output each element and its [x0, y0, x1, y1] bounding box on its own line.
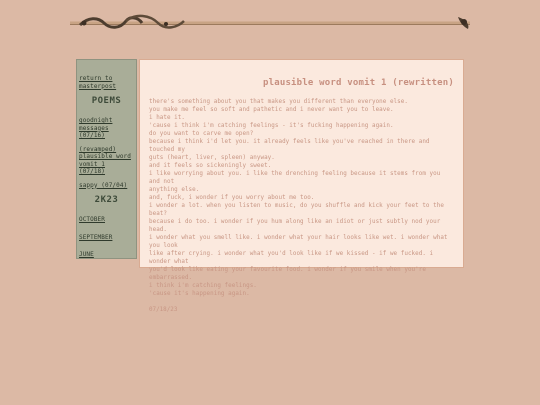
poem-link-sappy[interactable]: sappy (07/04): [79, 181, 128, 189]
poems-heading: POEMS: [91, 96, 122, 106]
post-line: i hate it.: [149, 115, 185, 121]
post-line: embarrassed.: [149, 275, 193, 281]
post-line: i like worrying about you. i like the drenching feeling because it stems from you and not: [149, 171, 441, 185]
post-line: you'd look like eating your favourite food. i wonder if you smile when you're: [149, 267, 426, 273]
month-link-june[interactable]: JUNE: [79, 251, 94, 258]
sidebar: [76, 59, 137, 259]
post-line: do you want to carve me open?: [149, 131, 254, 137]
post-line: i think i'm catching feelings.: [149, 283, 257, 289]
post-line: 'cause it's happening again.: [149, 291, 250, 297]
post-body: [149, 98, 454, 298]
post-line: because i do too. i wonder if you hum along like an idiot or just subtly nod your head.: [149, 219, 441, 233]
post-line: and it feels so sickeningly sweet.: [149, 163, 272, 169]
post-line: 'cause i think i'm catching feelings - it's fucking happening again.: [149, 123, 394, 129]
branch-decoration: [66, 9, 476, 35]
return-to-masterpost-link[interactable]: return to masterpost: [79, 75, 117, 90]
post-line: like after crying. i wonder what you'd look like if we kissed - if we fucked. i wonder what: [149, 251, 434, 265]
post-date: 07/18/23: [149, 307, 178, 313]
year-heading: 2K23: [94, 195, 119, 205]
post-title: plausible word vomit 1 (rewritten): [262, 78, 454, 88]
post-panel: [139, 59, 464, 313]
month-link-october[interactable]: OCTOBER: [79, 216, 105, 223]
post-line: you make me feel so soft and pathetic and i never want you to leave.: [149, 107, 394, 113]
post-line: there's something about you that makes you different than everyone else.: [149, 99, 408, 105]
poem-link-plausible-word-vomit[interactable]: (revamped) plausible word vomit 1 (07/18): [79, 145, 131, 175]
post-line: because i think i'd let you. it already feels like you've reached in there and touched my: [149, 139, 430, 153]
post-line: anything else.: [149, 187, 200, 193]
poem-link-goodnight-messages[interactable]: goodnight messages (07/16): [79, 117, 113, 139]
post-line: i wonder a lot. when you listen to music, do you shuffle and kick your feet to the beat?: [149, 203, 444, 217]
month-link-september[interactable]: SEPTEMBER: [79, 233, 113, 241]
post-line: and, fuck, i wonder if you worry about me too.: [149, 195, 315, 201]
post-line: guts (heart, liver, spleen) anyway.: [149, 155, 275, 161]
post-line: i wonder what you smell like. i wonder what your hair looks like wet. i wonder what you look: [149, 235, 448, 249]
